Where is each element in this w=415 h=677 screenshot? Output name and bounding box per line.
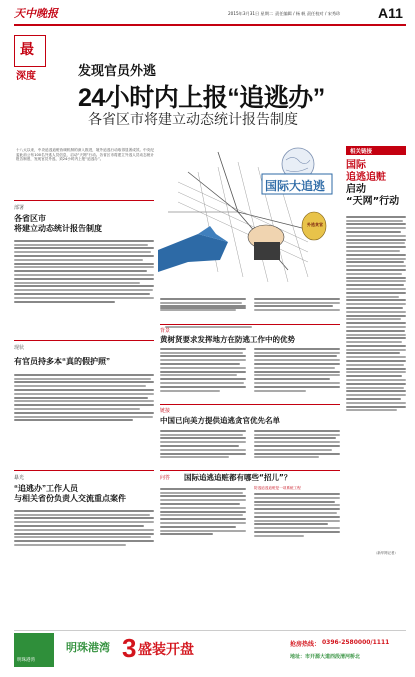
masthead	[0, 0, 415, 33]
qa-label: 问答	[160, 475, 171, 481]
section-rule-3	[14, 470, 154, 471]
article-2-tag: 现状	[14, 345, 25, 351]
middle-top-text-cols	[160, 296, 340, 320]
article-1-body	[14, 238, 154, 304]
sidebar	[346, 146, 406, 566]
sidebar-label: 相关链接	[350, 149, 373, 155]
headline-kicker: 发现官员外逃	[78, 64, 157, 79]
left-column	[14, 200, 154, 570]
section-rule-1	[14, 200, 154, 201]
ad-logo-text: 明珠港湾	[17, 658, 35, 663]
article-1-tag: 部署	[14, 205, 25, 211]
ad-hotline-number: 0396-2580000/1111	[322, 639, 390, 646]
ad-banner	[14, 630, 406, 669]
article-3-title: “追逃办”工作人员 与相关省份负责人交流重点案件	[14, 484, 126, 503]
middle-rule-3	[160, 470, 340, 471]
sidebar-title-1: 国际	[346, 160, 366, 171]
cartoon-tag: 外逃贪官	[307, 222, 323, 227]
background-headline: 黄树贤要求发挥地方在防逃工作中的优势	[160, 335, 295, 344]
link-label: 链接	[160, 408, 171, 414]
ad-address: 地址：市开源大道西段清河桥北	[290, 654, 361, 660]
background-label: 背景	[160, 328, 171, 334]
section-tag-line1: 最	[20, 42, 34, 58]
middle-rule-1	[160, 324, 340, 325]
ad-slogan: 明珠港湾	[66, 641, 110, 654]
article-1-title: 各省区市 将建立动态统计报告制度	[14, 214, 102, 233]
section-rule-2	[14, 340, 154, 341]
masthead-rule	[14, 24, 406, 26]
middle-rule-2	[160, 404, 340, 405]
sidebar-title-3: 启动	[346, 184, 366, 195]
article-2-body	[14, 372, 154, 423]
middle-column	[160, 296, 340, 586]
section-tag	[14, 33, 58, 81]
section-tag-line2: 深度	[16, 71, 36, 82]
link-headline: 中国已向美方提供追逃贪官优先名单	[160, 416, 280, 425]
intro-paragraph: 十八大以来，中央追逃追赃协调机制的深入推进，境外追逃行动取得显著成效。中央纪委此前公布100名外逃人员信息，启动“天网”行动。各省区市将建立外逃人员动态统计报告制度，发现官员外逃，须24小时内上报“追逃办”。	[16, 148, 154, 162]
paper-logo: 天中晚报	[14, 7, 58, 20]
ad-big-text: 盛装开盘	[138, 642, 194, 658]
article-2-title: 有官员持多本“真的假护照”	[14, 357, 110, 366]
ad-big-number: 3	[122, 633, 137, 663]
ad-hotline-label: 抢房热线：	[290, 641, 321, 648]
sidebar-title-2: 追逃追赃	[346, 172, 386, 183]
cartoon	[158, 142, 341, 294]
editor-line: 责任编辑 / 杨 帆 责任校对 / 宋秀珍	[275, 11, 341, 16]
sidebar-body	[346, 214, 406, 413]
article-3-body	[14, 508, 154, 548]
qa-headline: 国际追逃追赃都有哪些“招儿”？	[184, 473, 292, 482]
article-3-tag: 暴光	[14, 475, 25, 481]
headline-sub: 各省区市将建立动态统计报告制度	[88, 112, 298, 128]
sidebar-source: （新华网记者）	[374, 551, 398, 555]
qa-caption: 防逃追逃追赃是一项系统工程	[254, 486, 301, 490]
page-number: A11	[378, 5, 403, 21]
sidebar-title-4: “天网”行动	[346, 196, 400, 207]
cartoon-illustration	[158, 142, 341, 294]
date-line: 2015年3月31日 星期二	[228, 11, 274, 16]
cartoon-title: 国际大追逃	[265, 179, 326, 193]
headline-main: 24小时内上报“追逃办”	[78, 84, 325, 112]
